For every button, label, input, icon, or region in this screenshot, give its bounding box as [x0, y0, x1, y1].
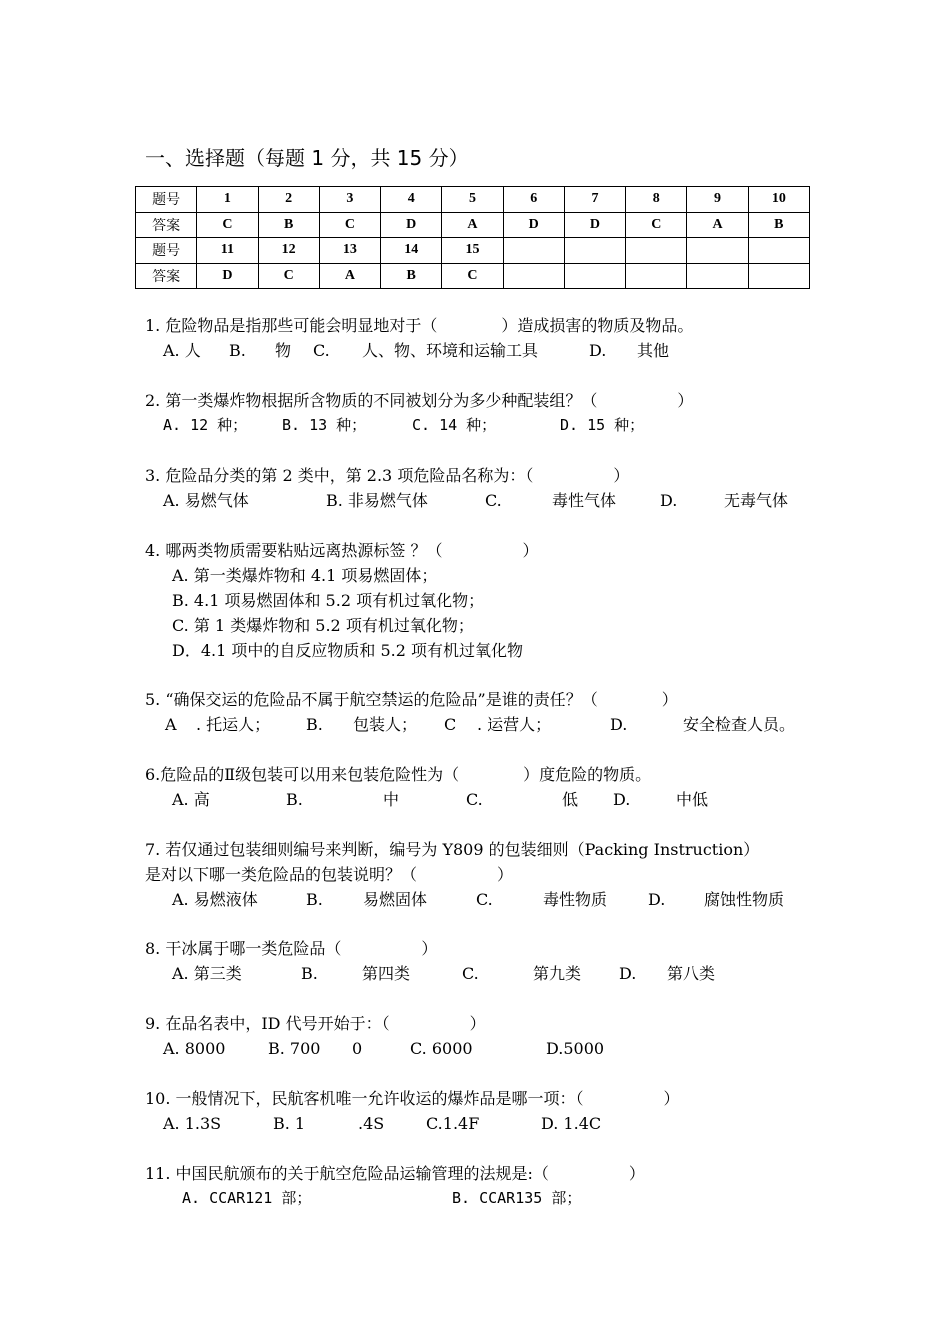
option-c-text: 毒性气体 — [552, 491, 617, 510]
question-1 — [0, 313, 950, 363]
question-number-cell: 3 — [319, 187, 380, 213]
option-b-text: 第四类 — [362, 964, 411, 983]
question-stem: 10. 一般情况下，民航客机唯一允许收运的爆炸品是哪一项：（ ） — [145, 1089, 680, 1108]
question-stem-continued: 是对以下哪一类危险品的包装说明？（ ） — [145, 865, 514, 884]
answer-cell — [626, 263, 687, 289]
question-stem: 1. 危险物品是指那些可能会明显地对于（ ）造成损害的物质及物品。 — [145, 316, 694, 335]
option-a: A. 第三类 — [172, 964, 242, 983]
option-b: B. 4.1 项易燃固体和 5.2 项有机过氧化物； — [172, 591, 485, 610]
question-stem: 8. 干冰属于哪一类危险品（ ） — [145, 939, 438, 958]
option-b-text: 易燃固体 — [363, 890, 428, 909]
question-10 — [0, 1086, 950, 1136]
question-number-cell: 11 — [197, 238, 258, 264]
option-d: D．4.1 项中的自反应物质和 5.2 项有机过氧化物 — [172, 641, 523, 660]
option-c: C. 14 种； — [412, 416, 497, 434]
option-b: B. CCAR135 部； — [452, 1189, 582, 1207]
option-b-part2: 0 — [352, 1039, 363, 1058]
option-b-part2: .4S — [358, 1114, 385, 1133]
option-b: B. 非易燃气体 — [326, 491, 428, 510]
answer-cell: A — [442, 212, 503, 238]
row-label: 题号 — [136, 187, 197, 213]
option-a: A. 12 种； — [163, 416, 248, 434]
option-d-text: 安全检查人员。 — [683, 715, 796, 734]
option-c-label: C. — [462, 964, 479, 983]
table-row — [136, 187, 810, 213]
answer-cell: D — [503, 212, 564, 238]
row-label: 题号 — [136, 238, 197, 264]
option-a: A. CCAR121 部； — [182, 1189, 312, 1207]
option-d-text: 中低 — [676, 790, 709, 809]
option-a: A. 易燃液体 — [172, 890, 258, 909]
option-c-label: C. — [485, 491, 502, 510]
question-number-cell: 8 — [626, 187, 687, 213]
question-8 — [0, 936, 950, 986]
option-a: A. 1.3S — [163, 1114, 222, 1133]
answer-cell: D — [564, 212, 625, 238]
question-number-cell: 5 — [442, 187, 503, 213]
option-c-text: 毒性物质 — [543, 890, 608, 909]
question-number-cell — [687, 238, 748, 264]
answer-cell: B — [748, 212, 809, 238]
option-a-text: . 托运人； — [196, 715, 271, 734]
answer-cell: B — [258, 212, 319, 238]
question-stem: 11. 中国民航颁布的关于航空危险品运输管理的法规是:（ ） — [145, 1164, 645, 1183]
answer-cell: C — [442, 263, 503, 289]
option-b-label: B. — [306, 890, 323, 909]
answer-cell: D — [381, 212, 442, 238]
answer-cell — [687, 263, 748, 289]
option-a: A. 人 — [163, 341, 201, 360]
option-d-text: 无毒气体 — [724, 491, 789, 510]
section-title: 一、选择题（每题 1 分，共 15 分） — [145, 146, 469, 170]
question-3 — [0, 463, 950, 513]
question-stem: 2. 第一类爆炸物根据所含物质的不同被划分为多少种配装组？（ ） — [145, 391, 694, 410]
row-label: 答案 — [136, 212, 197, 238]
question-9 — [0, 1011, 950, 1061]
option-c: C. 第 1 类爆炸物和 5.2 项有机过氧化物； — [172, 616, 474, 635]
option-a: A. 易燃气体 — [163, 491, 249, 510]
question-number-cell — [626, 238, 687, 264]
option-a: A. 第一类爆炸物和 4.1 项易燃固体； — [172, 566, 438, 585]
option-d-text: 腐蚀性物质 — [704, 890, 785, 909]
answer-table — [135, 186, 810, 289]
question-stem: 4. 哪两类物质需要粘贴远离热源标签 ？（ ） — [145, 541, 539, 560]
question-6 — [0, 762, 950, 812]
option-b-text: 包装人； — [353, 715, 418, 734]
table-row — [136, 238, 810, 264]
question-number-cell — [564, 238, 625, 264]
option-d-label: D. — [619, 964, 637, 983]
answer-cell: C — [258, 263, 319, 289]
option-d-label: D. — [660, 491, 678, 510]
option-b-label: B. — [306, 715, 323, 734]
answer-cell — [503, 263, 564, 289]
question-number-cell: 1 — [197, 187, 258, 213]
answer-cell: C — [197, 212, 258, 238]
question-stem: 5. “确保交运的危险品不属于航空禁运的危险品”是谁的责任？（ ） — [145, 690, 678, 709]
option-c-text: 第九类 — [533, 964, 582, 983]
option-c-label: C. — [313, 341, 330, 360]
question-2 — [0, 388, 950, 438]
option-a: A. 高 — [172, 790, 210, 809]
option-b-text: 中 — [383, 790, 400, 809]
row-label: 答案 — [136, 263, 197, 289]
option-d-label: D. — [613, 790, 631, 809]
option-d: D.5000 — [546, 1039, 605, 1058]
answer-cell: C — [626, 212, 687, 238]
answer-cell: A — [687, 212, 748, 238]
question-number-cell — [748, 238, 809, 264]
table-row — [136, 263, 810, 289]
question-number-cell: 10 — [748, 187, 809, 213]
option-c-label: C — [444, 715, 457, 734]
option-c: C.1.4F — [426, 1114, 480, 1133]
option-c-text: . 运营人； — [477, 715, 552, 734]
option-a-label: A — [165, 715, 177, 734]
question-4 — [0, 538, 950, 663]
question-5 — [0, 687, 950, 737]
option-b-label: B. — [229, 341, 246, 360]
option-b: B. 13 种； — [282, 416, 367, 434]
option-d-label: D. — [648, 890, 666, 909]
option-b-label: B. — [286, 790, 303, 809]
question-number-cell: 9 — [687, 187, 748, 213]
question-stem: 6.危险品的Ⅱ级包装可以用来包装危险性为（ ）度危险的物质。 — [145, 765, 652, 784]
option-d: D. 1.4C — [541, 1114, 602, 1133]
table-row — [136, 212, 810, 238]
question-stem: 7. 若仅通过包装细则编号来判断，编号为 Y809 的包装细则（Packing Instruction） — [145, 840, 760, 859]
option-d-label: D. — [589, 341, 607, 360]
option-b-label: B. — [301, 964, 318, 983]
question-11 — [0, 1161, 950, 1211]
option-c-label: C. — [466, 790, 483, 809]
answer-cell: D — [197, 263, 258, 289]
option-d-text: 第八类 — [667, 964, 716, 983]
option-d: D. 15 种； — [560, 416, 645, 434]
answer-cell: A — [319, 263, 380, 289]
answer-cell: B — [381, 263, 442, 289]
question-7 — [0, 837, 950, 912]
option-b-text: 物 — [275, 341, 292, 360]
question-number-cell: 4 — [381, 187, 442, 213]
option-b-part1: B. 1 — [273, 1114, 306, 1133]
option-d-text: 其他 — [637, 341, 670, 360]
question-number-cell: 13 — [319, 238, 380, 264]
question-number-cell — [503, 238, 564, 264]
question-stem: 9. 在品名表中，ID 代号开始于：（ ） — [145, 1014, 486, 1033]
option-b-part1: B. 700 — [268, 1039, 321, 1058]
answer-cell — [748, 263, 809, 289]
question-number-cell: 15 — [442, 238, 503, 264]
question-number-cell: 7 — [564, 187, 625, 213]
answer-cell: C — [319, 212, 380, 238]
question-number-cell: 2 — [258, 187, 319, 213]
option-c-text: 低 — [562, 790, 579, 809]
option-c-text: 人、物、环境和运输工具 — [362, 341, 539, 360]
question-number-cell: 6 — [503, 187, 564, 213]
option-c: C. 6000 — [410, 1039, 473, 1058]
answer-cell — [564, 263, 625, 289]
option-d-label: D. — [610, 715, 628, 734]
question-number-cell: 12 — [258, 238, 319, 264]
option-c-label: C. — [476, 890, 493, 909]
question-number-cell: 14 — [381, 238, 442, 264]
option-a: A. 8000 — [163, 1039, 226, 1058]
question-stem: 3. 危险品分类的第 2 类中，第 2.3 项危险品名称为：（ ） — [145, 466, 630, 485]
